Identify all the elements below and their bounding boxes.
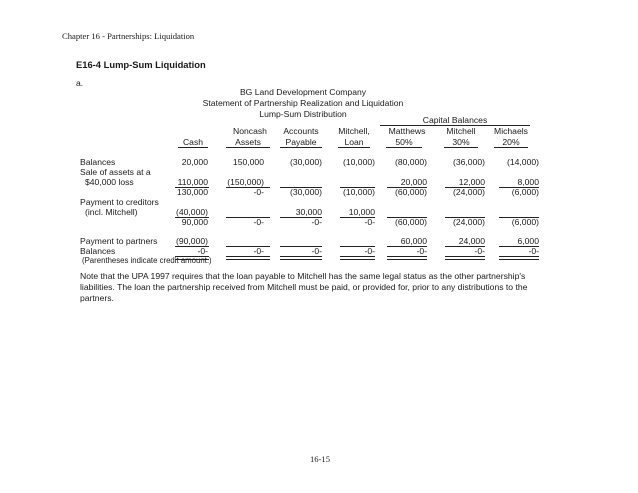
row-label-balances: Balances [80, 157, 116, 167]
cell-r2-matthews: (60,000) [394, 187, 427, 197]
explanatory-note: Note that the UPA 1997 requires that the loan payable to Mitchell has the same legal status as the other partnership's liabilities. The loan the partnership received from Mitchell must be paid, or provided for, prior to any distributions to the partners. [80, 271, 528, 303]
cell-r5-mitchell: 24,000 [458, 236, 485, 246]
part-label: a. [76, 78, 84, 88]
cell-r4-matthews: (60,000) [394, 217, 427, 227]
statement-subtitle: Lump-Sum Distribution [259, 109, 347, 119]
dbl-rule-michaels [499, 256, 539, 260]
cell-r1-matthews: 20,000 [400, 177, 427, 187]
cell-r5-matthews: 60,000 [400, 236, 427, 246]
col-header-mitchell: Mitchell [446, 126, 476, 136]
cell-r6-ap: -0- [311, 246, 322, 256]
dbl-rule-matthews [387, 256, 427, 260]
cell-r0-cash: 20,000 [181, 157, 208, 167]
cell-r2-mitchell: (24,000) [452, 187, 485, 197]
cell-r3-ap: 30,000 [295, 207, 322, 217]
col-header-matthews: Matthews [388, 126, 426, 136]
col-header-mitchell-loan: Mitchell, [338, 126, 370, 136]
statement-title: Statement of Partnership Realization and Liquidation [202, 98, 404, 108]
row-label-sale-loss: $40,000 loss [85, 177, 134, 187]
row-label-creditors-incl: (incl. Mitchell) [85, 207, 138, 217]
cell-r4-michaels: (6,000) [511, 217, 539, 227]
col-header-michaels: Michaels [494, 126, 528, 136]
col-header-payable: Payable [280, 137, 322, 148]
page-number: 16-15 [309, 454, 331, 464]
cell-r1-mitchell: 12,000 [458, 177, 485, 187]
col-header-matthews-pct: 50% [386, 137, 422, 148]
cell-r6-mitchell: -0- [474, 246, 485, 256]
cell-r6-loan: -0- [364, 246, 375, 256]
cell-r0-mitchell: (36,000) [452, 157, 485, 167]
dbl-rule-loan [340, 256, 375, 260]
credit-note: (Parentheses indicate credit amount.) [82, 256, 212, 265]
cell-r6-matthews: -0- [416, 246, 427, 256]
col-header-michaels-pct: 20% [494, 137, 528, 148]
row-label-creditors: Payment to creditors [80, 197, 159, 207]
dbl-rule-noncash [226, 256, 270, 260]
cell-r0-matthews: (80,000) [394, 157, 427, 167]
cell-r6-michaels: -0- [528, 246, 539, 256]
cell-r2-cash: 130,000 [176, 187, 208, 197]
cell-r1-michaels: 8,000 [517, 177, 539, 187]
company-name: BG Land Development Company [239, 87, 367, 97]
row-label-ending-balances: Balances [80, 246, 116, 256]
cell-r3-loan: 10,000 [348, 207, 375, 217]
dbl-rule-ap [280, 256, 322, 260]
col-header-noncash: Noncash [233, 126, 267, 136]
col-header-mitchell-pct: 30% [444, 137, 478, 148]
cell-r2-loan: (10,000) [342, 187, 375, 197]
cell-r5-cash: (90,000) [175, 236, 208, 246]
cell-r4-ap: -0- [311, 217, 322, 227]
cell-r0-loan: (10,000) [342, 157, 375, 167]
cell-r4-cash: 90,000 [181, 217, 208, 227]
cell-r2-michaels: (6,000) [511, 187, 539, 197]
row-label-sale: Sale of assets at a [80, 167, 151, 177]
cell-r3-cash: (40,000) [175, 207, 208, 217]
row-label-payment-partners: Payment to partners [80, 236, 158, 246]
capital-balances-label: Capital Balances [422, 115, 488, 125]
col-header-loan: Loan [338, 137, 370, 148]
cell-r0-michaels: (14,000) [506, 157, 539, 167]
col-header-assets: Assets [226, 137, 270, 148]
cell-r0-ap: (30,000) [289, 157, 322, 167]
col-header-cash: Cash [178, 137, 208, 148]
col-header-accounts: Accounts [283, 126, 319, 136]
dbl-rule-mitchell [445, 256, 485, 260]
cell-r2-noncash: -0- [253, 187, 264, 197]
chapter-header: Chapter 16 - Partnerships: Liquidation [62, 31, 195, 41]
cell-r6-cash: -0- [197, 246, 208, 256]
cell-r1-noncash: (150,000) [227, 177, 264, 187]
cell-r4-mitchell: (24,000) [452, 217, 485, 227]
exercise-title: E16-4 Lump-Sum Liquidation [76, 59, 206, 70]
cell-r6-noncash: -0- [253, 246, 264, 256]
cell-r4-noncash: -0- [253, 217, 264, 227]
cell-r2-ap: (30,000) [289, 187, 322, 197]
cell-r1-cash: 110,000 [177, 177, 208, 187]
cell-r5-michaels: 6,000 [517, 236, 539, 246]
cell-r4-loan: -0- [364, 217, 375, 227]
cell-r0-noncash: 150,000 [232, 157, 264, 167]
